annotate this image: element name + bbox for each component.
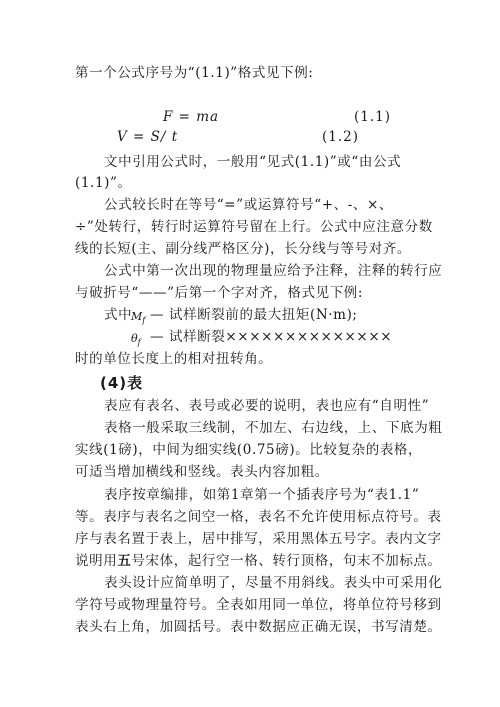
paragraph-line: 公式中第一次出现的物理量应给予注释，注释的转行应: [104, 263, 443, 279]
paragraph-line: 表头设计应简单明了，尽量不用斜线。表头中可采用化: [104, 575, 443, 591]
paragraph-line: 线的长短(主、副分线严格区分)，长分线与等号对齐。: [75, 241, 412, 257]
paragraph-line: 文中引用公式时，一般用“见式(1.1)”或“由公式: [104, 154, 402, 170]
symbol-mf: $M_f$: [131, 310, 146, 326]
section-heading: (4)表: [100, 374, 144, 392]
paragraph-line: 表格一般采取三线制，不加左、右边线，上、下底为粗: [104, 420, 443, 436]
paragraph-line: — 试样断裂××××××××××××××: [150, 329, 393, 345]
paragraph-line: 说明用五号宋体，起行空一格、转行顶格，句末不加标点。: [75, 553, 442, 569]
equation-2-number: (1.2): [322, 129, 360, 145]
paragraph-line: 等。表序与表名之间空一格，表名不允许使用标点符号。表: [75, 509, 442, 525]
paragraph-line: 时的单位长度上的相对扭转角。: [75, 351, 273, 367]
paragraph-line: (1.1)”。: [75, 175, 132, 191]
paragraph-line: 学符号或物理量符号。全表如用同一单位，将单位符号移到: [75, 597, 442, 613]
paragraph-line: 可适当增加横线和竖线。表头内容加粗。: [75, 464, 329, 480]
equation-1-number: (1.1): [354, 109, 392, 125]
symbol-theta-f: $\theta_f$: [131, 332, 141, 348]
paragraph-line: 表序按章编排，如第1章第一个插表序号为“表1.1”: [104, 487, 420, 503]
paragraph-line: — 试样断裂前的最大扭矩(N·m);: [150, 307, 358, 323]
paragraph-line: ÷”处转行，转行时运算符号留在上行。公式中应注意分数: [75, 219, 433, 235]
intro-line: 第一个公式序号为“(1.1)”格式见下例:: [75, 65, 314, 81]
paragraph-line: 表头右上角，加圆括号。表中数据应正确无误，书写清楚。: [75, 619, 442, 635]
paragraph-line: 公式较长时在等号“=”或运算符号“+、-、×、: [104, 197, 394, 213]
paragraph-line: 式中: [104, 307, 133, 323]
equation-2: V = S/ t: [117, 129, 179, 145]
paragraph-line: 表应有表名、表号或必要的说明，表也应有“自明性”: [104, 398, 430, 414]
paragraph-line: 实线(1磅)，中间为细实线(0.75磅)。比较复杂的表格，: [75, 442, 423, 458]
paragraph-line: 序与表名置于表上，居中排写，采用黑体五号字。表内文字: [75, 531, 442, 547]
paragraph-line: 与破折号“——”后第一个字对齐，格式见下例:: [75, 285, 364, 301]
equation-1: F = ma: [163, 109, 220, 125]
